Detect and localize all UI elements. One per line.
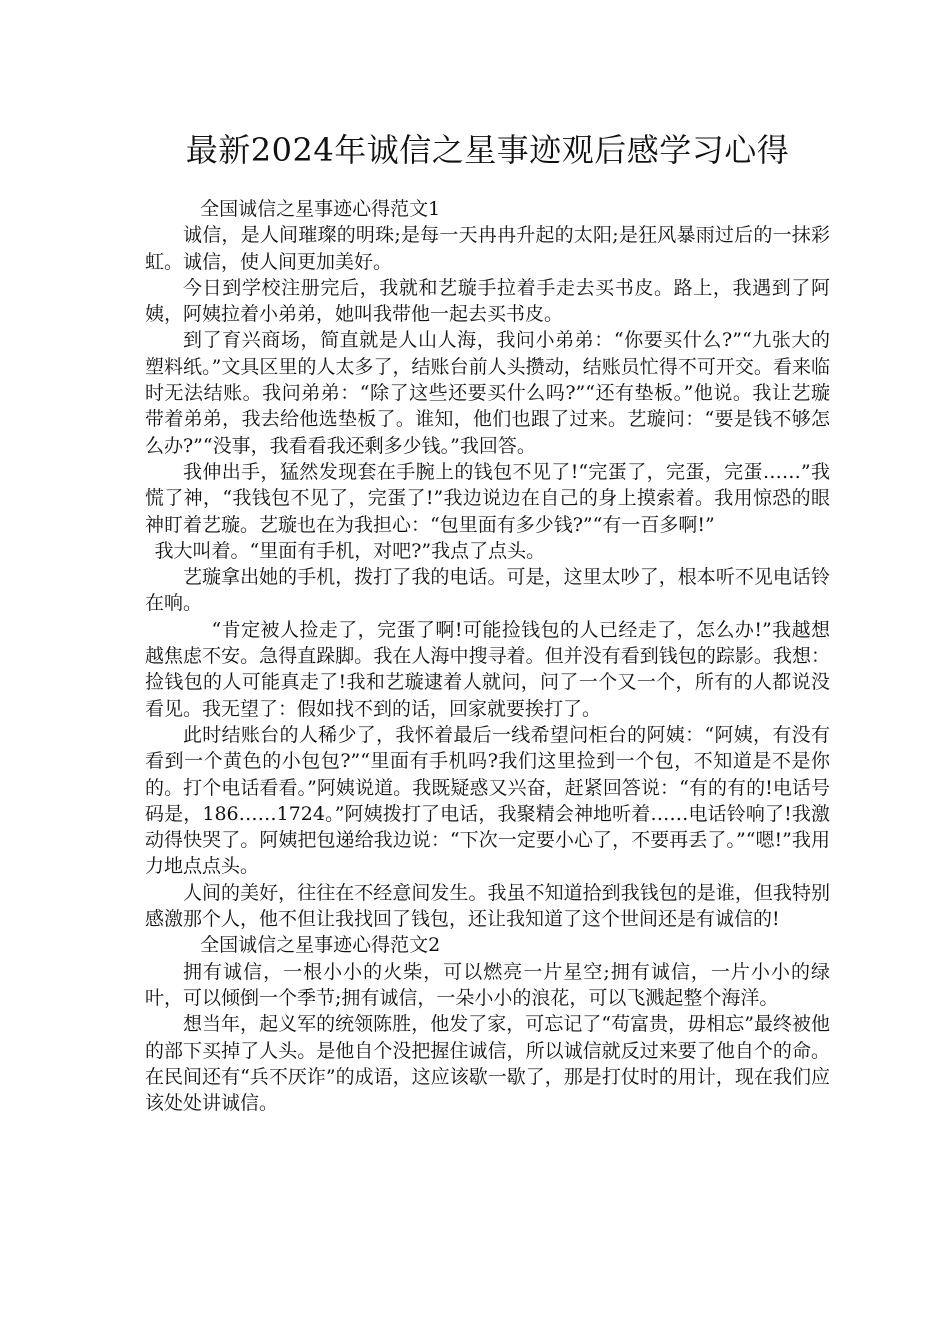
paragraph: 我伸出手，猛然发现套在手腕上的钱包不见了!“完蛋了，完蛋，完蛋……”我慌了神，“我钱包不见了，完蛋了!”我边说边在自己的身上摸索着。我用惊恐的眼神盯着艺璇。艺璇也在为我担心：“包里面有多少钱?”“有一百多啊!” [145, 460, 830, 536]
paragraph: 我大叫着。“里面有手机，对吧?”我点了点头。 [154, 539, 546, 562]
paragraph: 艺璇拿出她的手机，拨打了我的电话。可是，这里太吵了，根本听不见电话铃在响。 [145, 566, 830, 615]
section-heading-2: 全国诚信之星事迹心得范文2 [200, 934, 441, 957]
paragraph: 想当年，起义军的统领陈胜，他发了家，可忘记了“苟富贵，毋相忘”最终被他的部下买掉了人头。是他自个没把握住诚信，所以诚信就反过来要了他自个的命。在民间还有“兵不厌诈”的成语，这应该歇一歇了，那是打仗时的用计，现在我们应该处处讲诚信。 [145, 1013, 830, 1115]
paragraph: 此时结账台的人稀少了，我怀着最后一线希望问柜台的阿姨：“阿姨，有没有看到一个黄色的小包包?”“里面有手机吗?我们这里捡到一个包，不知道是不是你的。打个电话看看。”阿姨说道。我既疑惑又兴奋，赶紧回答说：“有的有的!电话号码是，186……1724。”阿姨拨打了电话，我聚精会神地听着……电话铃响了!我激动得快哭了。阿姨把包递给我边说：“下次一定要小心了，不要再丢了。”“嗯!”我用力地点点头。 [145, 723, 830, 878]
paragraph: 今日到学校注册完后，我就和艺璇手拉着手走去买书皮。路上，我遇到了阿姨，阿姨拉着小弟弟，她叫我带他一起去买书皮。 [145, 276, 830, 326]
paragraph: 人间的美好，往往在不经意间发生。我虽不知道拾到我钱包的是谁，但我特别感激那个人，他不但让我找回了钱包，还让我知道了这个世间还是有诚信的! [145, 881, 830, 931]
document-body [145, 196, 830, 1116]
paragraph: 拥有诚信，一根小小的火柴，可以燃亮一片星空;拥有诚信，一片小小的绿叶，可以倾倒一个季节;拥有诚信，一朵小小的浪花，可以飞溅起整个海洋。 [145, 960, 830, 1009]
paragraph: 到了育兴商场，简直就是人山人海，我问小弟弟：“你要买什么?”“九张大的塑料纸。”文具区里的人太多了，结账台前人头攒动，结账员忙得不可开交。看来临时无法结账。我问弟弟：“除了这些还要买什么吗?”“还有垫板。”他说。我让艺璇带着弟弟，我去给他选垫板了。谁知，他们也跟了过来。艺璇问：“要是钱不够怎么办?”“没事，我看看我还剩多少钱。”我回答。 [145, 329, 830, 457]
paragraph: “肯定被人捡走了，完蛋了啊!可能捡钱包的人已经走了，怎么办!”我越想越焦虑不安。急得直跺脚。我在人海中搜寻着。但并没有看到钱包的踪影。我想：捡钱包的人可能真走了!我和艺璇逮着人就问，问了一个又一个，所有的人都说没看见。我无望了：假如找不到的话，回家就要挨打了。 [145, 618, 830, 720]
section-heading-1: 全国诚信之星事迹心得范文1 [200, 198, 441, 220]
document-title: 最新2024年诚信之星事迹观后感学习心得 [185, 131, 790, 169]
paragraph: 诚信，是人间璀璨的明珠;是每一天冉冉升起的太阳;是狂风暴雨过后的一抹彩虹。诚信，使人间更加美好。 [145, 224, 830, 273]
